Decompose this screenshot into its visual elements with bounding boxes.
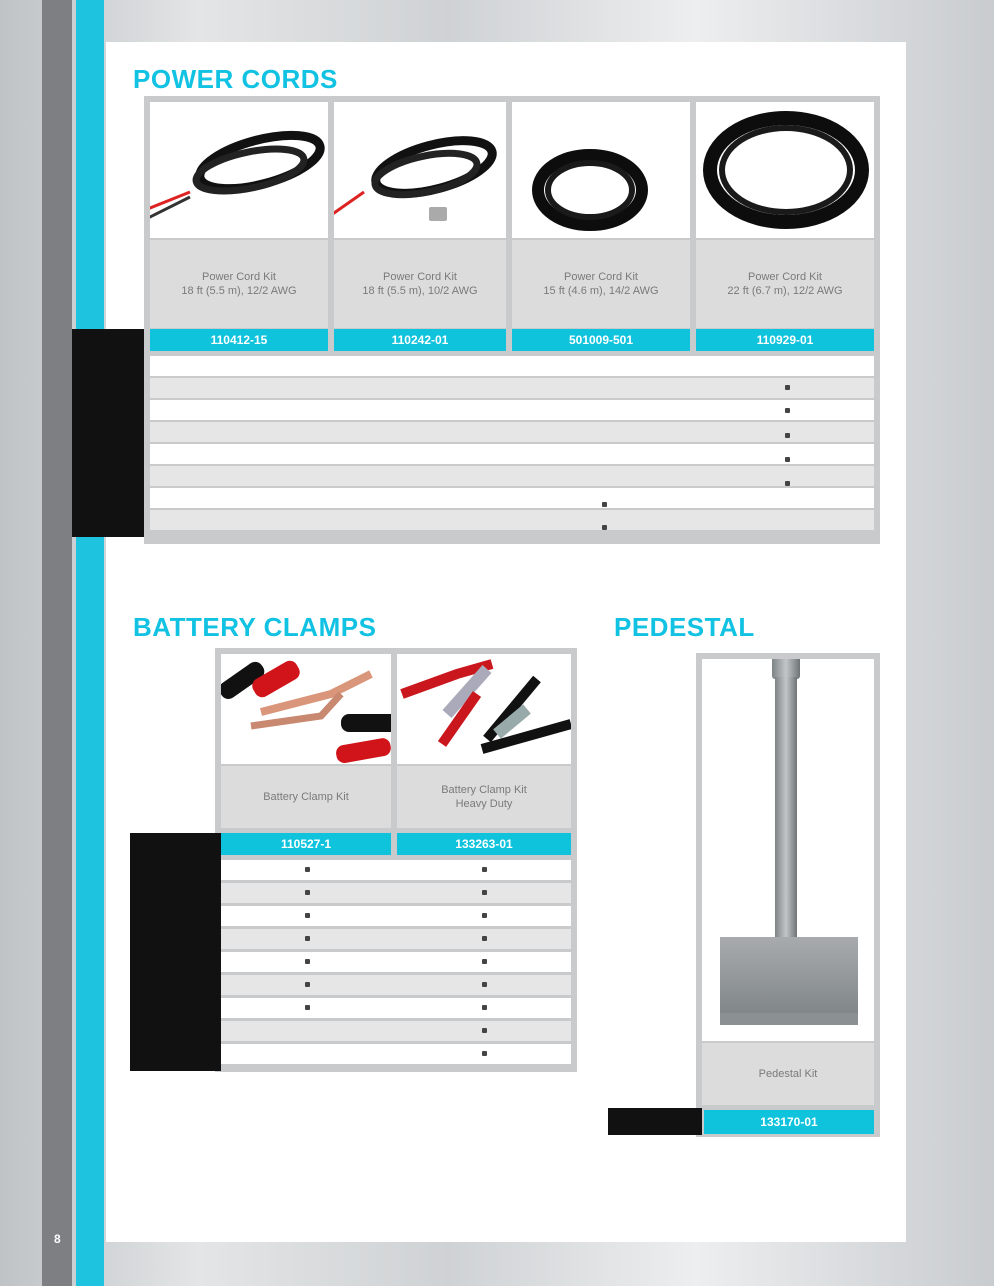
compat-dot <box>482 936 487 941</box>
table-row <box>150 422 874 442</box>
power-cord-image <box>334 102 506 238</box>
product-image-501009-501 <box>512 102 690 238</box>
product-description: Power Cord Kit 15 ft (4.6 m), 14/2 AWG <box>512 240 690 328</box>
product-image-133170-01 <box>702 659 874 1041</box>
sku-label: 110242-01 <box>334 329 506 351</box>
compat-dot <box>305 936 310 941</box>
power-cord-image <box>696 102 874 238</box>
compat-dot <box>785 433 790 438</box>
battery-clamps-title: BATTERY CLAMPS <box>133 612 377 642</box>
table-row <box>221 860 571 880</box>
compat-dot <box>785 457 790 462</box>
product-description: Battery Clamp Kit Heavy Duty <box>397 766 571 828</box>
product-image-110242-01 <box>334 102 506 238</box>
left-gray-stripe <box>42 0 72 1286</box>
compat-dot <box>305 890 310 895</box>
table-row <box>221 929 571 949</box>
compat-dot <box>602 525 607 530</box>
product-image-133263-01 <box>397 654 571 764</box>
pedestal-image <box>702 659 874 1041</box>
table-row <box>150 466 874 486</box>
compat-dot <box>482 1051 487 1056</box>
table-row <box>150 356 874 376</box>
sku-label: 133263-01 <box>397 833 571 855</box>
pedestal-title: PEDESTAL <box>614 612 755 642</box>
power-cord-image <box>150 102 328 238</box>
table-row <box>221 1044 571 1064</box>
sku-label: 110527-1 <box>221 833 391 855</box>
table-row <box>150 400 874 420</box>
compat-dot <box>482 1028 487 1033</box>
sku-label: 110412-15 <box>150 329 328 351</box>
compat-dot <box>785 385 790 390</box>
table-row <box>221 998 571 1018</box>
compat-dot <box>785 481 790 486</box>
compat-dot <box>482 1005 487 1010</box>
battery-clamp-image <box>221 654 391 764</box>
product-description: Power Cord Kit 18 ft (5.5 m), 12/2 AWG <box>150 240 328 328</box>
sku-label: 110929-01 <box>696 329 874 351</box>
table-row <box>221 975 571 995</box>
table-row <box>150 378 874 398</box>
row-labels-column <box>130 833 221 1071</box>
sku-label: 133170-01 <box>704 1110 874 1134</box>
product-description: Battery Clamp Kit <box>221 766 391 828</box>
product-description: Power Cord Kit 18 ft (5.5 m), 10/2 AWG <box>334 240 506 328</box>
table-row <box>150 488 874 508</box>
compat-dot <box>785 408 790 413</box>
compat-dot <box>305 982 310 987</box>
table-row <box>150 444 874 464</box>
product-image-110527-1 <box>221 654 391 764</box>
table-row <box>221 952 571 972</box>
page-number: 8 <box>54 1232 61 1246</box>
row-label <box>608 1108 702 1135</box>
compat-dot <box>305 959 310 964</box>
power-cords-title: POWER CORDS <box>133 64 338 94</box>
compat-dot <box>602 502 607 507</box>
compat-dot <box>482 867 487 872</box>
compat-dot <box>482 890 487 895</box>
product-description: Pedestal Kit <box>702 1043 874 1105</box>
power-cord-image <box>512 102 690 238</box>
sku-label: 501009-501 <box>512 329 690 351</box>
product-image-110929-01 <box>696 102 874 238</box>
row-labels-column <box>72 329 144 537</box>
compat-dot <box>482 982 487 987</box>
table-row <box>221 883 571 903</box>
table-row <box>221 906 571 926</box>
compat-dot <box>305 867 310 872</box>
compat-dot <box>482 959 487 964</box>
battery-clamp-image <box>397 654 571 764</box>
table-row <box>221 1021 571 1041</box>
compat-dot <box>305 1005 310 1010</box>
product-image-110412-15 <box>150 102 328 238</box>
compat-dot <box>305 913 310 918</box>
table-row <box>150 510 874 530</box>
compat-dot <box>482 913 487 918</box>
product-description: Power Cord Kit 22 ft (6.7 m), 12/2 AWG <box>696 240 874 328</box>
left-cyan-stripe <box>76 0 104 1286</box>
